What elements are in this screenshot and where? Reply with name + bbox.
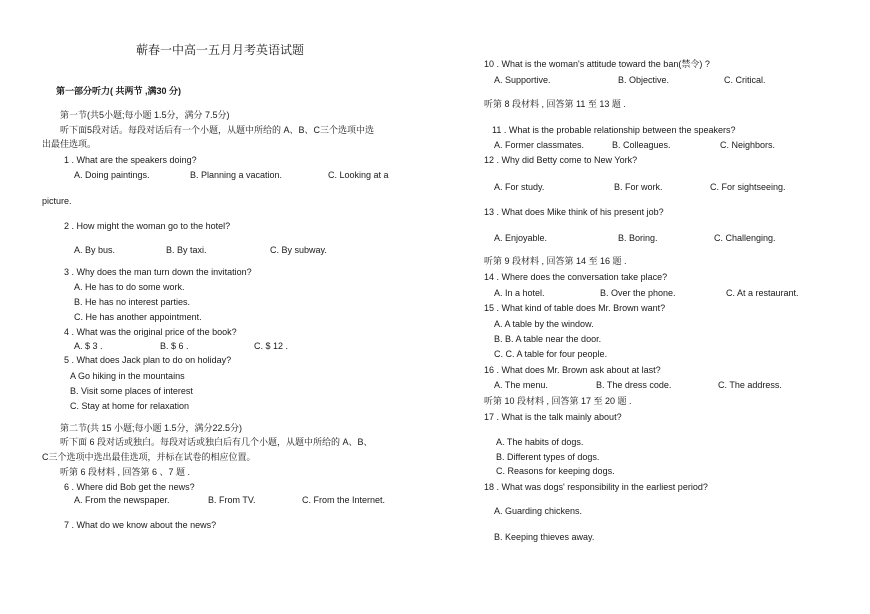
question-3-option-b: B. He has no interest parties. [74, 297, 191, 307]
question-14-option-a: A. In a hotel. [494, 288, 545, 298]
material-9-heading: 听第 9 段材料 , 回答第 14 至 16 题 . [484, 256, 627, 266]
question-11: 11 . What is the probable relationship between the speakers? [492, 125, 736, 135]
question-2: 2 . How might the woman go to the hotel? [64, 221, 231, 231]
question-13: 13 . What does Mike think of his present job? [484, 207, 664, 217]
question-13-option-b: B. Boring. [618, 233, 658, 243]
question-17-option-b: B. Different types of dogs. [496, 452, 600, 462]
question-10-option-a: A. Supportive. [494, 75, 551, 85]
question-16-option-a: A. The menu. [494, 380, 548, 390]
question-3-option-a: A. He has to do some work. [74, 282, 185, 292]
question-10: 10 . What is the woman's attitude toward the ban(禁令) ? [484, 59, 710, 69]
question-4: 4 . What was the original price of the book? [64, 327, 237, 337]
question-10-option-b: B. Objective. [618, 75, 670, 85]
question-4-option-c: C. $ 12 . [254, 341, 289, 351]
material-6-heading: 听第 6 段材料 , 回答第 6 、7 题 . [60, 467, 191, 477]
section-one-instruction-line2: 出最佳选项。 [42, 139, 97, 149]
question-1-option-b: B. Planning a vacation. [190, 170, 283, 180]
question-18-option-a: A. Guarding chickens. [494, 506, 583, 516]
question-16-option-c: C. The address. [718, 380, 782, 390]
question-17: 17 . What is the talk mainly about? [484, 412, 622, 422]
question-15-option-a: A. A table by the window. [494, 319, 594, 329]
question-1-option-c: C. Looking at a [328, 170, 389, 180]
question-2-option-a: A. By bus. [74, 245, 116, 255]
question-5-option-c: C. Stay at home for relaxation [70, 401, 190, 411]
question-13-option-c: C. Challenging. [714, 233, 776, 243]
question-11-option-a: A. Former classmates. [494, 140, 585, 150]
question-1-option-a: A. Doing paintings. [74, 170, 150, 180]
question-13-option-a: A. Enjoyable. [494, 233, 548, 243]
question-7: 7 . What do we know about the news? [64, 520, 217, 530]
question-15-option-b: B. B. A table near the door. [494, 334, 602, 344]
question-6-option-c: C. From the Internet. [302, 495, 386, 505]
question-2-option-c: C. By subway. [270, 245, 327, 255]
section-two-heading: 第二节(共 15 小题;每小题 1.5分，满分22.5分) [60, 423, 243, 433]
question-11-option-b: B. Colleagues. [612, 140, 671, 150]
question-4-option-b: B. $ 6 . [160, 341, 189, 351]
section-two-instruction-line2: C三个选项中选出最佳选项，并标在试卷的相应位置。 [42, 452, 256, 462]
question-15: 15 . What kind of table does Mr. Brown want? [484, 303, 666, 313]
question-16-option-b: B. The dress code. [596, 380, 672, 390]
question-16: 16 . What does Mr. Brown ask about at last? [484, 365, 661, 375]
question-17-option-a: A. The habits of dogs. [496, 437, 584, 447]
question-5: 5 . What does Jack plan to do on holiday? [64, 355, 232, 365]
question-17-option-c: C. Reasons for keeping dogs. [496, 466, 615, 476]
question-15-option-c: C. C. A table for four people. [494, 349, 608, 359]
question-18: 18 . What was dogs' responsibility in the earliest period? [484, 482, 708, 492]
question-14: 14 . Where does the conversation take place? [484, 272, 668, 282]
question-10-option-c: C. Critical. [724, 75, 766, 85]
question-6: 6 . Where did Bob get the news? [64, 482, 195, 492]
question-12-option-a: A. For study. [494, 182, 545, 192]
section-two-instruction-line1: 听下面 6 段对话或独白。每段对话或独白后有几个小题，从题中所给的 A、B、 [60, 437, 373, 447]
question-3: 3 . Why does the man turn down the invitation? [64, 267, 252, 277]
question-11-option-c: C. Neighbors. [720, 140, 776, 150]
question-3-option-c: C. He has another appointment. [74, 312, 202, 322]
question-12: 12 . Why did Betty come to New York? [484, 155, 638, 165]
material-10-heading: 听第 10 段材料 , 回答第 17 至 20 题 . [484, 396, 632, 406]
question-1-option-c-continued: picture. [42, 196, 72, 206]
question-18-option-b: B. Keeping thieves away. [494, 532, 595, 542]
part-one-heading: 第一部分听力( 共两节 ,满30 分) [56, 86, 182, 96]
question-2-option-b: B. By taxi. [166, 245, 207, 255]
question-5-option-a: A Go hiking in the mountains [70, 371, 185, 381]
question-14-option-b: B. Over the phone. [600, 288, 676, 298]
question-12-option-b: B. For work. [614, 182, 663, 192]
material-8-heading: 听第 8 段材料 , 回答第 11 至 13 题 . [484, 99, 626, 109]
question-6-option-b: B. From TV. [208, 495, 256, 505]
section-one-instruction-line1: 听下面5段对话。每段对话后有一个小题，从题中所给的 A、B、C三个选项中选 [60, 125, 375, 135]
question-5-option-b: B. Visit some places of interest [70, 386, 193, 396]
question-4-option-a: A. $ 3 . [74, 341, 103, 351]
section-one-heading: 第一节(共5小题;每小题 1.5分，满分 7.5分) [60, 110, 230, 120]
question-14-option-c: C. At a restaurant. [726, 288, 799, 298]
question-6-option-a: A. From the newspaper. [74, 495, 170, 505]
question-12-option-c: C. For sightseeing. [710, 182, 786, 192]
page-title: 蕲春一中高一五月月考英语试题 [136, 43, 305, 57]
question-1: 1 . What are the speakers doing? [64, 155, 197, 165]
